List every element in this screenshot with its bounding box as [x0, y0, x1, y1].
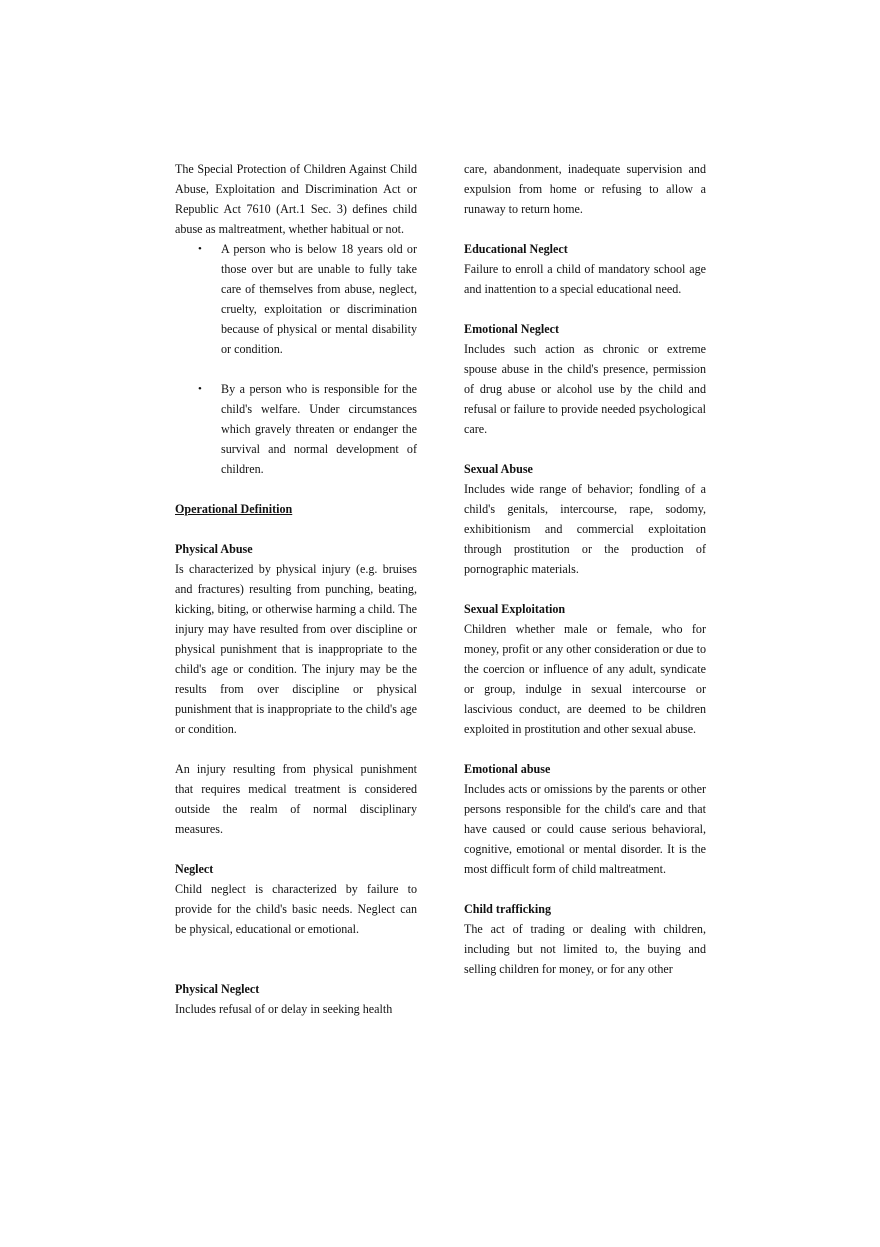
physical-neglect-heading: Physical Neglect: [175, 982, 260, 996]
sexual-abuse-body: Includes wide range of behavior; fondling of a child's genitals, intercourse, rape, sodomy, exhibitionism and commercial exploitation through prostitution or the production of pornographic materials.: [464, 482, 706, 576]
educational-neglect-heading: Educational Neglect: [464, 242, 568, 256]
child-trafficking-body: The act of trading or dealing with children, including but not limited to, the buying and selling children for money, or for any other: [464, 922, 706, 976]
emotional-neglect-heading: Emotional Neglect: [464, 322, 560, 336]
physical-abuse-body: Is characterized by physical injury (e.g. bruises and fractures) resulting from punching, beating, kicking, biting, or otherwise harming a child. The injury may have resulted from over discipline or physical punishment that is inappropriate to the child's age or condition. The injury may be the results from over discipline or physical punishment that is inappropriate to the child's age or condition.: [175, 562, 417, 736]
operational-definition-heading: Operational Definition: [175, 502, 293, 516]
neglect-heading: Neglect: [175, 862, 214, 876]
sexual-abuse-heading: Sexual Abuse: [464, 462, 533, 476]
intro-paragraph: The Special Protection of Children Against Child Abuse, Exploitation and Discrimination Act or Republic Act 7610 (Art.1 Sec. 3) defines child abuse as maltreatment, whether habitual or not.: [175, 162, 417, 236]
sexual-exploitation-body: Children whether male or female, who for money, profit or any other consideration or due to the coercion or influence of any adult, syndicate or group, indulge in sexual intercourse or lascivious conduct, are deemed to be children exploited in prostitution and other sexual abuse.: [464, 622, 706, 736]
bullet-item: [175, 239, 417, 359]
bullet-text: By a person who is responsible for the child's welfare. Under circumstances which gravely threaten or endanger the survival and normal development of children.: [221, 382, 417, 476]
physical-neglect-body: Includes refusal of or delay in seeking health: [175, 1002, 393, 1016]
spacer: [175, 359, 417, 379]
educational-neglect-body: Failure to enroll a child of mandatory school age and inattention to a special educational need.: [464, 262, 706, 296]
right-column: [464, 159, 706, 979]
emotional-abuse-heading: Emotional abuse: [464, 762, 551, 776]
bullet-icon: •: [198, 383, 202, 395]
physical-abuse-body-2: An injury resulting from physical punishment that requires medical treatment is considered outside the realm of normal disciplinary measures.: [175, 762, 417, 836]
left-column: [175, 159, 417, 1019]
bullet-text: A person who is below 18 years old or those over but are unable to fully take care of themselves from abuse, neglect, cruelty, exploitation or discrimination because of physical or mental disability or condition.: [221, 242, 417, 356]
emotional-neglect-body: Includes such action as chronic or extreme spouse abuse in the child's presence, permission of drug abuse or alcohol use by the child and refusal or failure to provide needed psychological care.: [464, 342, 706, 436]
physical-neglect-continued: care, abandonment, inadequate supervision and expulsion from home or refusing to allow a runaway to return home.: [464, 162, 706, 216]
physical-abuse-heading: Physical Abuse: [175, 542, 253, 556]
emotional-abuse-body: Includes acts or omissions by the parents or other persons responsible for the child's care and that have caused or could cause serious behavioral, cognitive, emotional or mental disorder. It is the most difficult form of child maltreatment.: [464, 782, 706, 876]
sexual-exploitation-heading: Sexual Exploitation: [464, 602, 566, 616]
bullet-item: [175, 379, 417, 479]
bullet-icon: •: [198, 243, 202, 255]
child-trafficking-heading: Child trafficking: [464, 902, 552, 916]
definition-bullet-list: [175, 239, 417, 479]
neglect-body: Child neglect is characterized by failure to provide for the child's basic needs. Neglect can be physical, educational or emotional.: [175, 882, 417, 936]
